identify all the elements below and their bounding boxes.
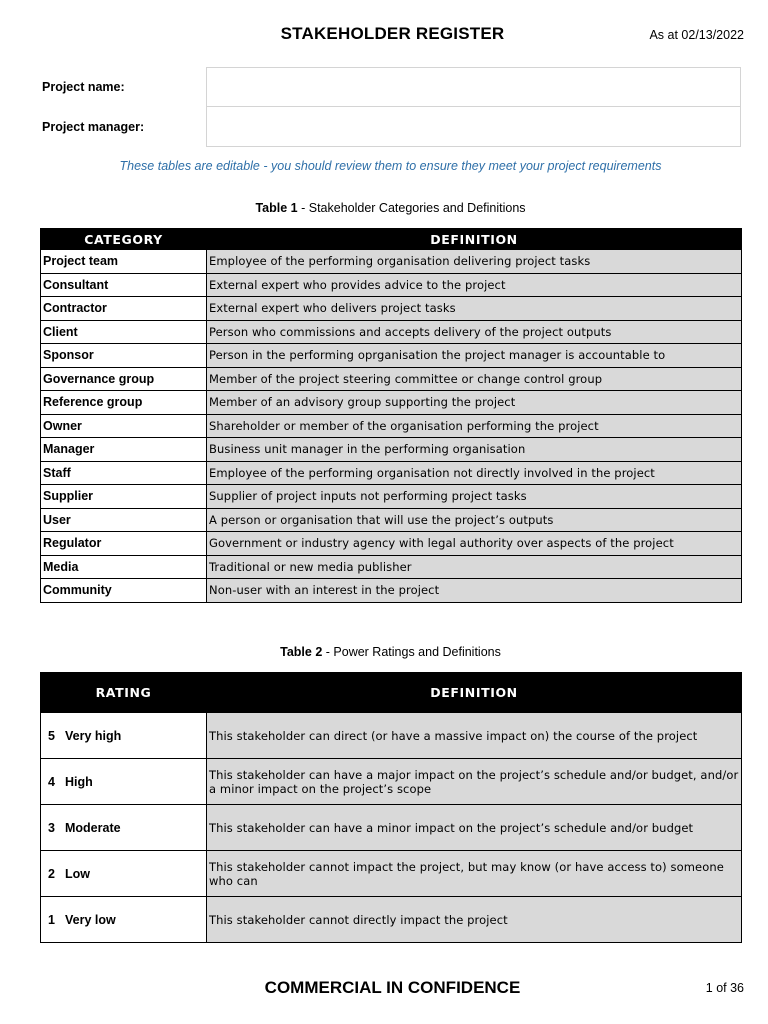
category-cell: Client — [41, 320, 207, 344]
project-manager-input[interactable] — [206, 107, 741, 147]
table-row — [41, 508, 742, 532]
definition-cell: This stakeholder cannot impact the project, but may know (or have access to) someone who can — [207, 851, 742, 897]
table-row — [41, 851, 742, 897]
table-row — [41, 532, 742, 556]
category-cell: Reference group — [41, 391, 207, 415]
project-details — [40, 67, 741, 147]
table-row — [41, 555, 742, 579]
definition-cell: Traditional or new media publisher — [207, 555, 742, 579]
category-cell: Project team — [41, 250, 207, 274]
table2-header-rating: RATING — [41, 673, 207, 713]
table1-header-category: CATEGORY — [41, 229, 207, 250]
definition-cell: Member of an advisory group supporting the project — [207, 391, 742, 415]
table-row — [41, 579, 742, 603]
project-name-row — [40, 67, 741, 107]
category-cell: Owner — [41, 414, 207, 438]
definition-cell: Employee of the performing organisation not directly involved in the project — [207, 461, 742, 485]
table-row — [41, 805, 742, 851]
table1-caption — [40, 201, 741, 215]
table-row — [41, 273, 742, 297]
category-cell: Media — [41, 555, 207, 579]
table-row — [41, 344, 742, 368]
table-row — [41, 461, 742, 485]
category-cell: Manager — [41, 438, 207, 462]
definition-cell: Business unit manager in the performing organisation — [207, 438, 742, 462]
rating-label: Very high — [65, 728, 122, 743]
rating-label: High — [65, 774, 93, 789]
rating-cell — [41, 713, 207, 759]
table1-caption-number: Table 1 — [255, 201, 298, 215]
table1-header-definition: DEFINITION — [207, 229, 742, 250]
definition-cell: Government or industry agency with legal authority over aspects of the project — [207, 532, 742, 556]
definition-cell: Supplier of project inputs not performing project tasks — [207, 485, 742, 509]
table-row — [41, 320, 742, 344]
category-cell: Sponsor — [41, 344, 207, 368]
rating-number: 3 — [48, 820, 55, 835]
rating-label: Moderate — [65, 820, 121, 835]
table-row — [41, 713, 742, 759]
table1-caption-text: - Stakeholder Categories and Definitions — [297, 201, 526, 215]
stakeholder-categories-table — [40, 228, 742, 603]
table2-caption — [40, 645, 741, 659]
table-row — [41, 485, 742, 509]
project-name-input[interactable] — [206, 67, 741, 107]
definition-cell: External expert who delivers project tasks — [207, 297, 742, 321]
rating-number: 5 — [48, 728, 55, 743]
project-manager-label: Project manager: — [42, 120, 145, 134]
table2-caption-number: Table 2 — [280, 645, 323, 659]
page-number: 1 of 36 — [705, 981, 744, 995]
category-cell: Contractor — [41, 297, 207, 321]
category-cell: Consultant — [41, 273, 207, 297]
definition-cell: Shareholder or member of the organisation performing the project — [207, 414, 742, 438]
rating-number: 1 — [48, 912, 55, 927]
rating-number: 2 — [48, 866, 55, 881]
definition-cell: Member of the project steering committee or change control group — [207, 367, 742, 391]
table2-header-definition: DEFINITION — [207, 673, 742, 713]
editable-note: These tables are editable - you should review them to ensure they meet your project requirements — [119, 159, 662, 173]
definition-cell: This stakeholder can direct (or have a massive impact on) the course of the project — [207, 713, 742, 759]
as-at-date: As at 02/13/2022 — [649, 28, 744, 42]
definition-cell: Person who commissions and accepts delivery of the project outputs — [207, 320, 742, 344]
definition-cell: This stakeholder can have a major impact on the project’s schedule and/or budget, and/or a minor impact on the project’s scope — [207, 759, 742, 805]
category-cell: Community — [41, 579, 207, 603]
power-ratings-table — [40, 672, 742, 943]
confidentiality-footer: COMMERCIAL IN CONFIDENCE — [264, 978, 521, 997]
table-row — [41, 391, 742, 415]
rating-cell — [41, 805, 207, 851]
definition-cell: A person or organisation that will use the project’s outputs — [207, 508, 742, 532]
table-row — [41, 250, 742, 274]
definition-cell: External expert who provides advice to the project — [207, 273, 742, 297]
page-title: STAKEHOLDER REGISTER — [280, 24, 505, 43]
table1-header-row — [41, 229, 742, 250]
rating-label: Very low — [65, 912, 116, 927]
rating-label: Low — [65, 866, 90, 881]
rating-cell — [41, 759, 207, 805]
definition-cell: Person in the performing oprganisation the project manager is accountable to — [207, 344, 742, 368]
table-row — [41, 897, 742, 943]
project-manager-row — [40, 107, 741, 147]
category-cell: Regulator — [41, 532, 207, 556]
rating-cell — [41, 851, 207, 897]
table-row — [41, 759, 742, 805]
rating-cell — [41, 897, 207, 943]
definition-cell: Non-user with an interest in the project — [207, 579, 742, 603]
definition-cell: Employee of the performing organisation delivering project tasks — [207, 250, 742, 274]
category-cell: Supplier — [41, 485, 207, 509]
table2-header-row — [41, 673, 742, 713]
table-row — [41, 438, 742, 462]
category-cell: Governance group — [41, 367, 207, 391]
category-cell: User — [41, 508, 207, 532]
definition-cell: This stakeholder cannot directly impact the project — [207, 897, 742, 943]
table-row — [41, 414, 742, 438]
definition-cell: This stakeholder can have a minor impact on the project’s schedule and/or budget — [207, 805, 742, 851]
project-name-label: Project name: — [42, 80, 125, 94]
table2-caption-text: - Power Ratings and Definitions — [322, 645, 501, 659]
rating-number: 4 — [48, 774, 55, 789]
table-row — [41, 367, 742, 391]
table-row — [41, 297, 742, 321]
category-cell: Staff — [41, 461, 207, 485]
